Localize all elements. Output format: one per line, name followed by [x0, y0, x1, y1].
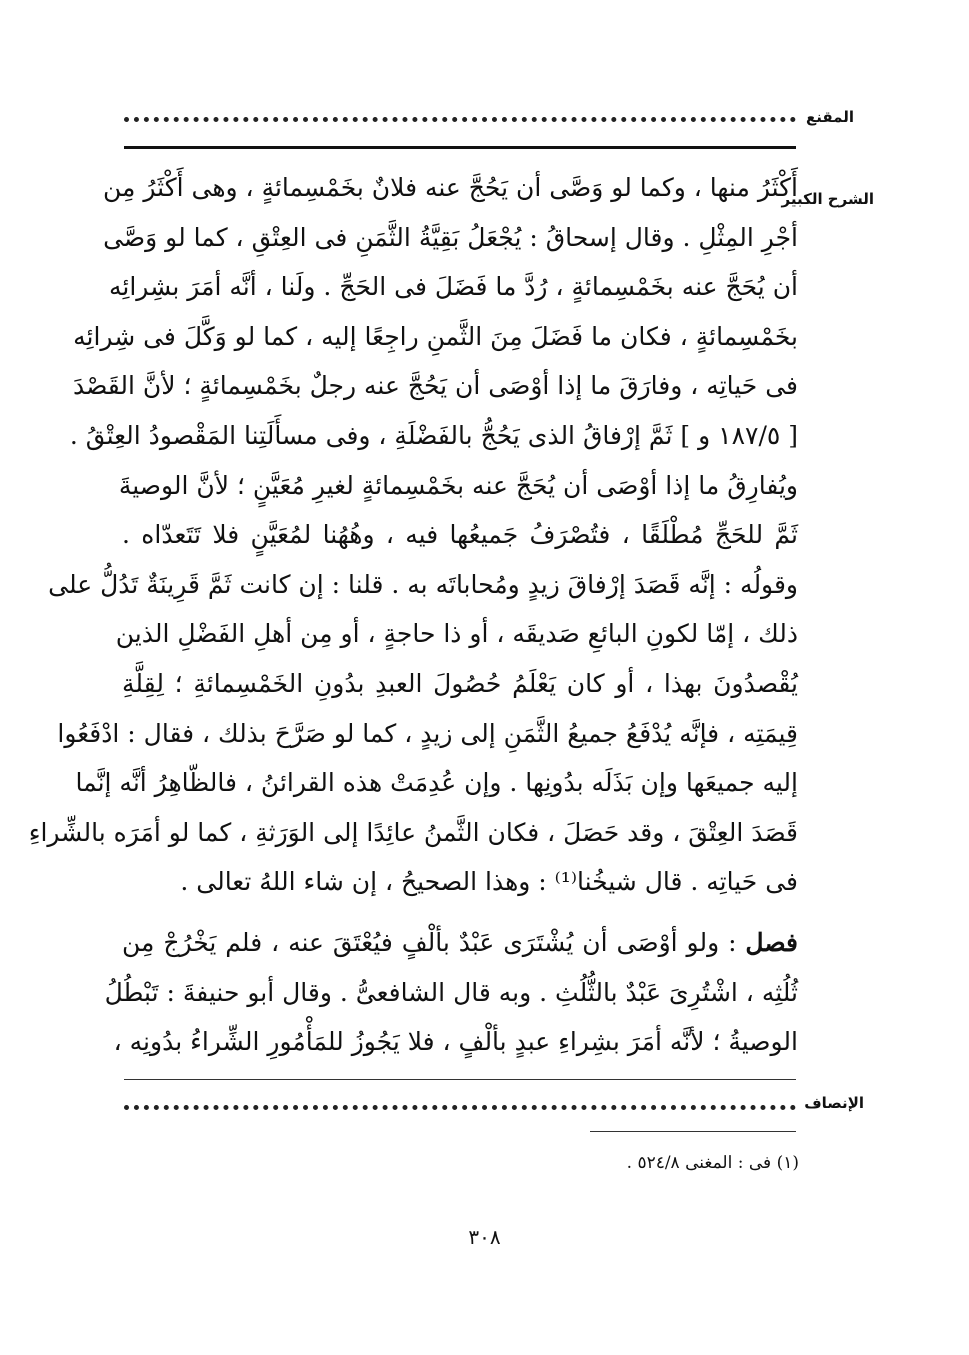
text-line: أَكْثَرُ منها ، وكما لو وَصَّى أن يَحُجَّ عنه فلانٌ بخَمْسِمائةٍ ، وهى أَكْثَرُ مِن — [103, 173, 798, 202]
page-number: ٣٠٨ — [468, 1225, 501, 1249]
insaf-section-label: الإنصاف — [804, 1094, 864, 1112]
header-rule — [124, 146, 796, 149]
text-line: قَصَدَ العِتْقَ ، وقد حَصَلَ ، فكان الثَّمنُ عائِدًا إلى الوَرَثةِ ، كما لو أمَرَه بالشِّراءِ — [28, 817, 798, 847]
text-line: يُقْصدُونَ بهذا ، أو كان يَعْلَمُ حُصُولَ العبدِ بدُونِ الخَمْسِمائةِ ؛ لِقِلَّةِ — [122, 668, 798, 698]
muqni-section-label: المقنع — [806, 108, 854, 126]
text-line: قِيمَتِه ، فإنَّه يُدْفَعُ جميعُ الثَّمَنِ إلى زيدٍ ، كما لو صَرَّحَ بذلك ، فقال : ادْفَعُوا — [57, 718, 798, 748]
muqni-dotted-line — [124, 117, 796, 122]
sharh-body-text — [28, 163, 798, 907]
fasl-heading: فصل — [745, 928, 798, 957]
footnote-rule — [590, 1131, 796, 1132]
text-line: ذلك ، إمّا لكونِ البائعِ صَديقَه ، أو ذا حاجةٍ ، أو مِن أهلِ الفَضْلِ الذين — [115, 619, 798, 649]
text-line: أن يُحَجَّ عنه بخَمْسِمائةٍ ، رُدَّ ما فَضَلَ فى الحَجِّ . ولَنا ، أنَّه أمَرَ بشِرائِه — [108, 272, 798, 302]
insaf-dotted-line — [124, 1105, 796, 1110]
text-line: وقولُه : إنَّه قَصَدَ إرْفاقَ زيدٍ ومُحاباتَه به . قلنا : إن كانت ثَمَّ قَرِينَةٌ تَدُلُّ على — [48, 569, 798, 599]
footnote: (١) فى : المغنى ٥٢٤/٨ . — [626, 1153, 799, 1173]
sharh-section-label: الشرح الكبير — [781, 190, 874, 208]
body-bottom-rule — [124, 1079, 796, 1080]
text-line: [ ١٨٧/٥ و ] ثَمَّ إرْفاقُ الذى يَحُجُّ بالفَضْلَةِ ، وفى مسأَلَتِنا المَقْصودُ العِتْقُ . — [69, 420, 798, 450]
fasl-line-text: : ولو أوْصَى أن يُشْتَرَى عَبْدٌ بألْفٍ فيُعْتَقَ عنه ، فلم يَخْرُجْ مِن — [122, 928, 746, 957]
text-line: ثُلُثِه ، اشْتُرِىَ عَبْدٌ بالثُّلُثِ . وبه قال الشافعىُّ . وقال أبو حنيفةَ : تَبْطُلُ — [104, 977, 798, 1007]
text-line — [122, 918, 798, 968]
text-line: بخَمْسِمائةٍ ، فكان ما فَضَلَ مِنَ الثَّمنِ راجِعًا إليه ، كما لو وَكَّلَ فى شِرائِه — [73, 321, 798, 351]
fasl-paragraph — [104, 918, 798, 1067]
text-line: ثَمَّ للحَجِّ مُطْلَقًا ، فتُصْرَفُ جَميعُها فيه ، وهُهُنا لمُعَيَّنٍ فلا تَتَعدّاه . — [122, 520, 798, 550]
text-line: أجْرِ المِثْلِ . وقال إسحاقُ : يُجْعَلُ بَقِيَّةُ الثَّمَنِ فى العِتْقِ ، كما لو وَصَّى — [103, 222, 798, 252]
text-line: فى حَياتِه ، وفارَقَ ما إذا أوْصَى أن يَحُجَّ عنه رجلٌ بخَمْسِمائةٍ ؛ لأنَّ القَصْدَ — [72, 371, 798, 401]
text-line: الوصيةُ ؛ لأنَّه أمَرَ بشِراءِ عبدٍ بألْفٍ ، فلا يَجُوزُ للمَأْمُورِ الشِّراءُ بدُونِه ، — [113, 1027, 798, 1057]
text-line: إليه جميعَها وإن بَذَلَه بدُونِها . وإن عُدِمَتْ هذه القرائنُ ، فالظّاهِرُ أنَّه إنَّما — [75, 768, 798, 798]
text-line: فى حَياتِه . قال شيخُنا⁽¹⁾ : وهذا الصحيحُ ، إن شاء اللهُ تعالى . — [180, 867, 798, 897]
text-line: ويُفارِقُ ما إذا أوْصَى أن يُحَجَّ عنه بخَمْسِمائةٍ لغيرِ مُعَيَّنٍ ؛ لأنَّ الوصيةَ — [118, 470, 798, 500]
